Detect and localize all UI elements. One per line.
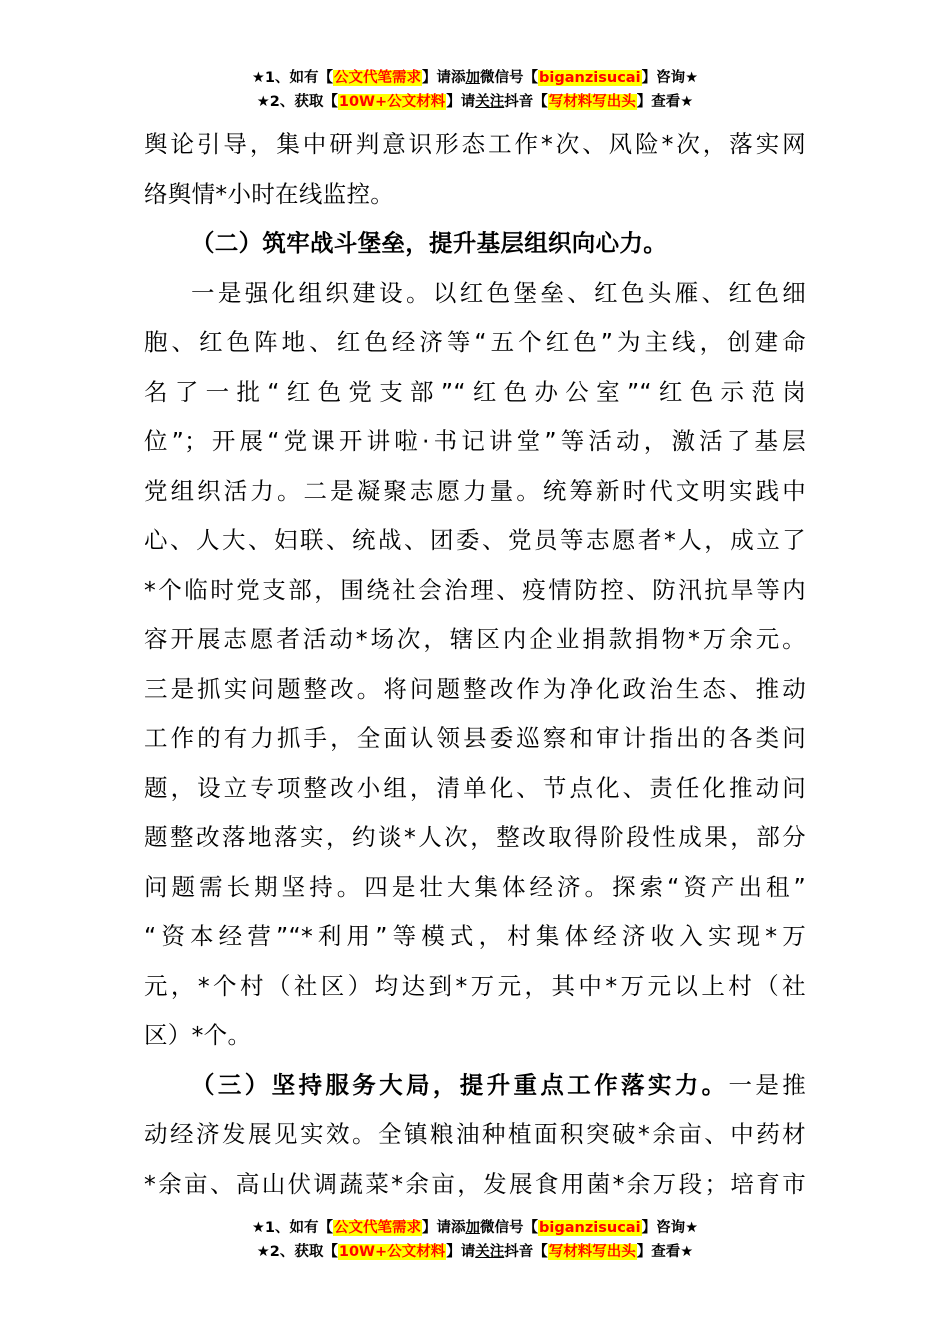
body-line: 元，*个村（社区）均达到*万元，其中*万元以上村（社: [144, 971, 806, 1000]
header-banner-line-1: [0, 66, 950, 90]
banner-text: 】查看★: [636, 94, 694, 110]
header-banner-line-2: [0, 90, 950, 114]
banner-highlight: 写材料写出头: [548, 94, 636, 110]
banner-text: 抖音【: [504, 94, 548, 110]
banner-text: 微信号【: [480, 70, 539, 86]
body-line: 胞、红色阵地、红色经济等“五个红色”为主线，创建命: [144, 328, 806, 356]
banner-text: ★1、如有【: [251, 70, 334, 86]
banner-highlight: 公文代笔需求: [334, 70, 422, 86]
body-line: 三是抓实问题整改。将问题整改作为净化政治生态、推动: [144, 674, 806, 703]
banner-text: 】请添: [422, 1220, 466, 1236]
body-line: “资本经营”“*利用”等模式，村集体经济收入实现*万: [144, 922, 806, 950]
footer-banner-line-2: [0, 1240, 950, 1264]
document-body: [144, 120, 806, 1209]
body-line: 问题需长期坚持。四是壮大集体经济。探索“资产出租”: [144, 872, 806, 901]
banner-text: ★2、获取【: [256, 94, 338, 110]
banner-underlined-text: 加: [465, 1220, 481, 1236]
body-line: *余亩、高山伏调蔬菜*余亩，发展食用菌*余万段；培育市: [144, 1169, 806, 1198]
body-line: *个临时党支部，围绕社会治理、疫情防控、防汛抗旱等内: [144, 575, 806, 604]
banner-text: 】咨询★: [641, 1220, 699, 1236]
banner-highlight: biganzisucai: [539, 70, 641, 86]
footer-banner-line-1: [0, 1216, 950, 1240]
body-line: 舆论引导，集中研判意识形态工作*次、风险*次，落实网: [144, 130, 806, 158]
body-line: 党组织活力。二是凝聚志愿力量。统筹新时代文明实践中: [144, 476, 806, 505]
banner-text: 】请添: [422, 70, 466, 86]
banner-underlined-text: 关注: [475, 1244, 505, 1260]
banner-highlight: 公文代笔需求: [334, 1220, 422, 1236]
banner-highlight: 10W+公文材料: [338, 1244, 446, 1260]
banner-highlight: biganzisucai: [539, 1220, 641, 1236]
header-banner: [0, 66, 950, 114]
banner-highlight: 写材料写出头: [548, 1244, 636, 1260]
banner-text: 】咨询★: [641, 70, 699, 86]
section-3-first-line: [144, 1061, 806, 1111]
body-text-run: 一是推: [728, 1070, 806, 1099]
banner-text: ★2、获取【: [256, 1244, 338, 1260]
banner-text: 】请: [446, 1244, 476, 1260]
banner-underlined-text: 加: [465, 70, 481, 86]
banner-text: 微信号【: [480, 1220, 539, 1236]
body-line: 题，设立专项整改小组，清单化、节点化、责任化推动问: [144, 773, 806, 802]
body-line: 络舆情*小时在线监控。: [144, 179, 395, 208]
section-heading: （三）坚持服务大局，提升重点工作落实力。: [191, 1070, 729, 1099]
banner-text: 抖音【: [504, 1244, 548, 1260]
section-heading: （二）筑牢战斗堡垒，提升基层组织向心力。: [191, 229, 667, 257]
body-line: 题整改落地落实，约谈*人次，整改取得阶段性成果，部分: [144, 823, 806, 851]
body-line: 位”；开展“党课开讲啦·书记讲堂”等活动，激活了基层: [144, 427, 806, 455]
body-line: 工作的有力抓手，全面认领县委巡察和审计指出的各类问: [144, 724, 806, 752]
banner-highlight: 10W+公文材料: [338, 94, 446, 110]
body-line: 心、人大、妇联、统战、团委、党员等志愿者*人，成立了: [144, 526, 806, 554]
footer-banner: [0, 1216, 950, 1264]
body-line: 一是强化组织建设。以红色堡垒、红色头雁、红色细: [191, 278, 806, 307]
body-line: 名了一批“红色党支部”“红色办公室”“红色示范岗: [144, 377, 806, 406]
banner-text: ★1、如有【: [251, 1220, 334, 1236]
body-line: 容开展志愿者活动*场次，辖区内企业捐款捐物*万余元。: [144, 625, 806, 653]
banner-text: 】查看★: [636, 1244, 694, 1260]
banner-text: 】请: [446, 94, 476, 110]
body-line: 区）*个。: [144, 1021, 252, 1049]
body-line: 动经济发展见实效。全镇粮油种植面积突破*余亩、中药材: [144, 1120, 806, 1148]
banner-underlined-text: 关注: [475, 94, 505, 110]
